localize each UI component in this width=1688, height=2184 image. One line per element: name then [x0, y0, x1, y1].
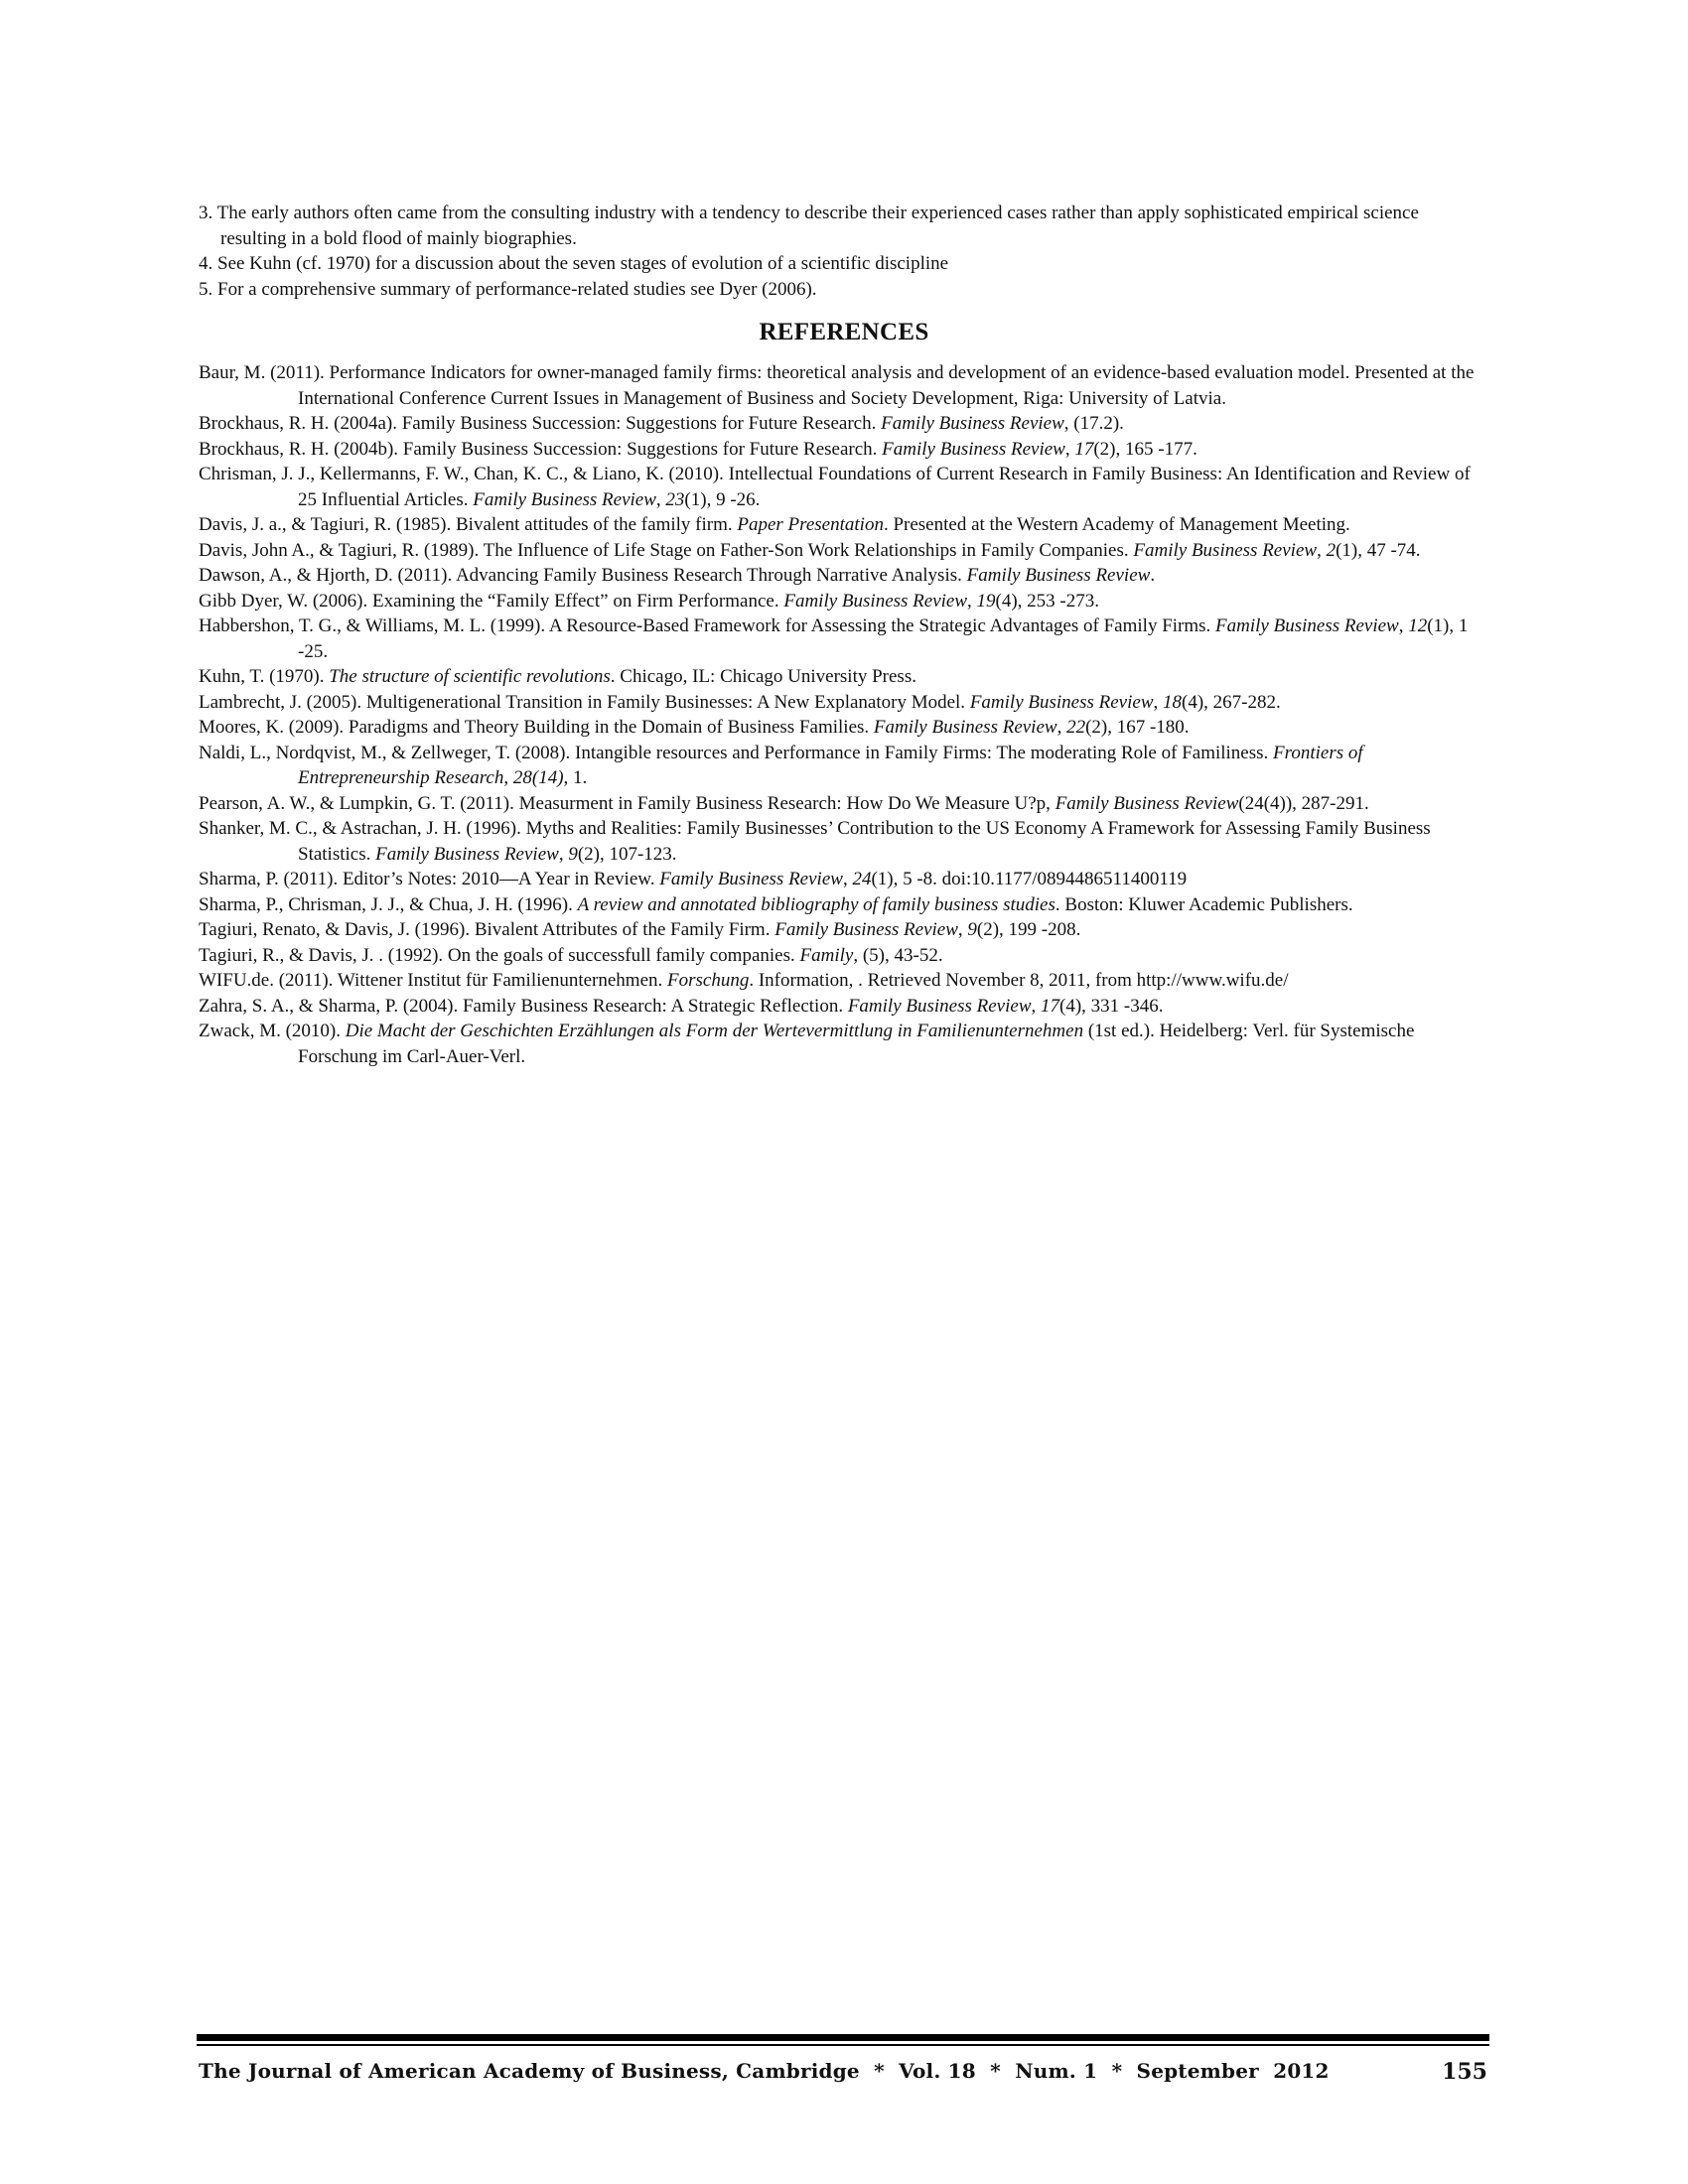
reference-text: Sharma, P., Chrisman, J. J., & Chua, J. H. (1996).: [199, 893, 578, 915]
reference-text: , 1.: [563, 767, 588, 788]
reference-italic-text: Family Business Review: [375, 843, 559, 865]
reference-text: Gibb Dyer, W. (2006). Examining the “Family Effect” on Firm Performance.: [199, 590, 784, 612]
references-heading: REFERENCES: [759, 319, 929, 345]
footer-rule-thin: [197, 2044, 1489, 2046]
reference-italic-text: Paper Presentation: [737, 514, 884, 535]
reference-text: ,: [1031, 995, 1042, 1017]
reference-text: ,: [957, 919, 968, 940]
reference-text: (4), 267-282.: [1182, 691, 1281, 713]
references-list: [199, 360, 1489, 1069]
reference-text: ,: [558, 843, 569, 865]
reference-entry: [199, 614, 1489, 664]
reference-entry: [199, 1019, 1489, 1069]
reference-italic-text: A review and annotated bibliography of family business studies: [577, 893, 1055, 915]
reference-italic-text: The structure of scientific revolutions: [329, 666, 611, 687]
reference-text: ,: [655, 488, 666, 510]
reference-text: Brockhaus, R. H. (2004b). Family Business Succession: Suggestions for Future Research.: [199, 438, 883, 460]
reference-entry: [199, 462, 1489, 512]
reference-text: (2), 199 -208.: [976, 919, 1081, 940]
footer-rule-thick: [197, 2034, 1489, 2041]
endnote-item: 3. The early authors often came from the consulting industry with a tendency to describe their experienced cases rather than apply sophisticated empirical science resulting in a bold flood of mainly biographies.: [199, 203, 1419, 249]
reference-text: Tagiuri, R., & Davis, J. . (1992). On the goals of successfull family companies.: [199, 944, 800, 966]
reference-italic-text: 9: [568, 843, 578, 865]
reference-text: Lambrecht, J. (2005). Multigenerational Transition in Family Businesses: A New Explanatory Model.: [199, 691, 970, 713]
reference-text: ,: [503, 767, 513, 788]
reference-italic-text: Frontiers of Entrepreneurship Research: [298, 742, 1363, 788]
reference-italic-text: Family Business Review: [774, 919, 958, 940]
reference-italic-text: 17: [1074, 438, 1094, 460]
reference-entry: [199, 791, 1489, 817]
reference-text: ,: [1056, 717, 1067, 738]
reference-italic-text: Family Business Review: [1133, 539, 1318, 561]
reference-italic-text: 12: [1408, 615, 1428, 636]
reference-text: ,: [842, 869, 853, 889]
reference-text: WIFU.de. (2011). Wittener Institut für Familienunternehmen.: [199, 970, 668, 991]
reference-text: (1), 9 -26.: [684, 488, 761, 510]
reference-entry: [199, 563, 1489, 589]
reference-entry: [199, 715, 1489, 741]
reference-text: .: [1150, 565, 1156, 586]
reference-entry: [199, 437, 1489, 463]
reference-text: (2), 107-123.: [577, 843, 677, 865]
reference-text: (1st ed.). Heidelberg: Verl. für Systemische Forschung im Carl-Auer-Verl.: [298, 1021, 1415, 1067]
reference-text: , (5), 43-52.: [853, 944, 943, 966]
reference-italic-text: Die Macht der Geschichten Erzählungen als Form der Wertevermittlung in Familienunternehmen: [345, 1021, 1084, 1041]
reference-text: Tagiuri, Renato, & Davis, J. (1996). Bivalent Attributes of the Family Firm.: [199, 919, 775, 940]
reference-text: , (17.2).: [1063, 413, 1124, 434]
reference-entry: [199, 538, 1489, 564]
reference-italic-text: Family: [799, 944, 854, 966]
reference-text: Habbershon, T. G., & Williams, M. L. (1999). A Resource-Based Framework for Assessing the Strategic Advantages of Family Firms.: [199, 615, 1216, 636]
reference-text: (1), 47 -74.: [1336, 539, 1421, 561]
reference-entry: [199, 512, 1489, 538]
reference-text: Zahra, S. A., & Sharma, P. (2004). Family Business Research: A Strategic Reflection.: [199, 995, 848, 1017]
reference-italic-text: 23: [665, 488, 685, 510]
reference-text: . Boston: Kluwer Academic Publishers.: [1055, 893, 1353, 915]
reference-text: ,: [1317, 539, 1327, 561]
endnotes: [199, 201, 1489, 302]
reference-entry: [199, 943, 1489, 969]
reference-entry: [199, 968, 1489, 994]
reference-text: (2), 167 -180.: [1085, 717, 1190, 738]
reference-entry: [199, 741, 1489, 791]
reference-italic-text: Family Business Review: [969, 691, 1154, 713]
reference-text: (2), 165 -177.: [1093, 438, 1197, 460]
reference-text: Shanker, M. C., & Astrachan, J. H. (1996). Myths and Realities: Family Businesses’ Contribution to the US Economy A Framework for Assessing Family Business Statistics.: [199, 818, 1431, 865]
reference-entry: [199, 867, 1489, 892]
endnote-item: 5. For a comprehensive summary of performance-related studies see Dyer (2006).: [199, 278, 817, 300]
reference-italic-text: Family Business Review: [473, 488, 656, 510]
reference-text: ,: [1398, 615, 1409, 636]
footer-journal-citation: The Journal of American Academy of Business, Cambridge * Vol. 18 * Num. 1 * September 2012: [199, 2059, 1330, 2083]
reference-text: Dawson, A., & Hjorth, D. (2011). Advancing Family Business Research Through Narrative Analysis.: [199, 565, 967, 586]
reference-entry: [199, 994, 1489, 1020]
page-content: [199, 201, 1489, 1069]
reference-entry: [199, 664, 1489, 690]
reference-text: Brockhaus, R. H. (2004a). Family Business Succession: Suggestions for Future Research.: [199, 413, 882, 434]
reference-text: (4), 253 -273.: [995, 590, 1100, 612]
reference-text: ,: [1153, 691, 1163, 713]
reference-italic-text: 28(14): [512, 767, 564, 788]
reference-italic-text: 9: [967, 919, 977, 940]
page-number: 155: [1442, 2059, 1487, 2085]
reference-italic-text: 18: [1163, 691, 1182, 713]
reference-text: Chrisman, J. J., Kellermanns, F. W., Chan, K. C., & Liano, K. (2010). Intellectual Foundations of Current Research in Family Business: An Identification and Review of 25 Influential Articles.: [199, 464, 1471, 510]
reference-italic-text: 19: [976, 590, 996, 612]
reference-text: (1), 1 -25.: [298, 615, 1469, 662]
endnote-item: 4. See Kuhn (cf. 1970) for a discussion about the seven stages of evolution of a scientific discipline: [199, 253, 949, 274]
reference-text: . Presented at the Western Academy of Management Meeting.: [883, 514, 1350, 535]
reference-entry: [199, 816, 1489, 867]
reference-entry: [199, 589, 1489, 614]
reference-text: . Chicago, IL: Chicago University Press.: [610, 666, 916, 687]
reference-text: (4), 331 -346.: [1059, 995, 1164, 1017]
reference-italic-text: Family Business Review: [873, 717, 1057, 738]
reference-text: ,: [1064, 438, 1075, 460]
reference-italic-text: Family Business Review: [1055, 792, 1239, 814]
reference-text: Kuhn, T. (1970).: [199, 666, 330, 687]
reference-italic-text: Family Business Review: [847, 995, 1032, 1017]
reference-italic-text: Family Business Review: [1215, 615, 1399, 636]
reference-text: (1), 5 -8. doi:10.1177/0894486511400119: [871, 869, 1188, 889]
reference-text: Zwack, M. (2010).: [199, 1021, 346, 1041]
reference-entry: [199, 690, 1489, 716]
reference-italic-text: Family Business Review: [882, 438, 1065, 460]
reference-italic-text: Family Business Review: [783, 590, 968, 612]
reference-italic-text: 2: [1326, 539, 1336, 561]
reference-italic-text: Family Business Review: [659, 869, 843, 889]
reference-italic-text: 24: [852, 869, 872, 889]
reference-text: Pearson, A. W., & Lumpkin, G. T. (2011). Measurment in Family Business Research: How Do We Measure U?p,: [199, 792, 1055, 814]
reference-text: Sharma, P. (2011). Editor’s Notes: 2010—A Year in Review.: [199, 869, 660, 889]
reference-text: ,: [967, 590, 977, 612]
reference-text: Davis, J. a., & Tagiuri, R. (1985). Bivalent attitudes of the family firm.: [199, 514, 738, 535]
reference-italic-text: Family Business Review: [966, 565, 1151, 586]
reference-italic-text: 17: [1041, 995, 1060, 1017]
reference-entry: [199, 360, 1489, 411]
reference-text: . Information, . Retrieved November 8, 2011, from http://www.wifu.de/: [749, 970, 1289, 991]
reference-entry: [199, 892, 1489, 918]
reference-italic-text: 22: [1066, 717, 1086, 738]
reference-entry: [199, 917, 1489, 943]
reference-entry: [199, 411, 1489, 437]
reference-italic-text: Family Business Review: [881, 413, 1064, 434]
reference-text: Davis, John A., & Tagiuri, R. (1989). The Influence of Life Stage on Father-Son Work Relationships in Family Companies.: [199, 539, 1134, 561]
reference-text: Naldi, L., Nordqvist, M., & Zellweger, T. (2008). Intangible resources and Performance in Family Firms: The moderating Role of Familiness.: [199, 742, 1274, 763]
reference-text: Moores, K. (2009). Paradigms and Theory Building in the Domain of Business Families.: [199, 717, 874, 738]
reference-text: (24(4)), 287-291.: [1238, 792, 1369, 814]
reference-text: Baur, M. (2011). Performance Indicators for owner-managed family firms: theoretical analysis and development of an evidence-based evaluation model. Presented at the International Conference Current Issues in Management of Business and Society Development, Riga: University of Latvia.: [199, 362, 1475, 409]
reference-italic-text: Forschung: [667, 970, 750, 991]
